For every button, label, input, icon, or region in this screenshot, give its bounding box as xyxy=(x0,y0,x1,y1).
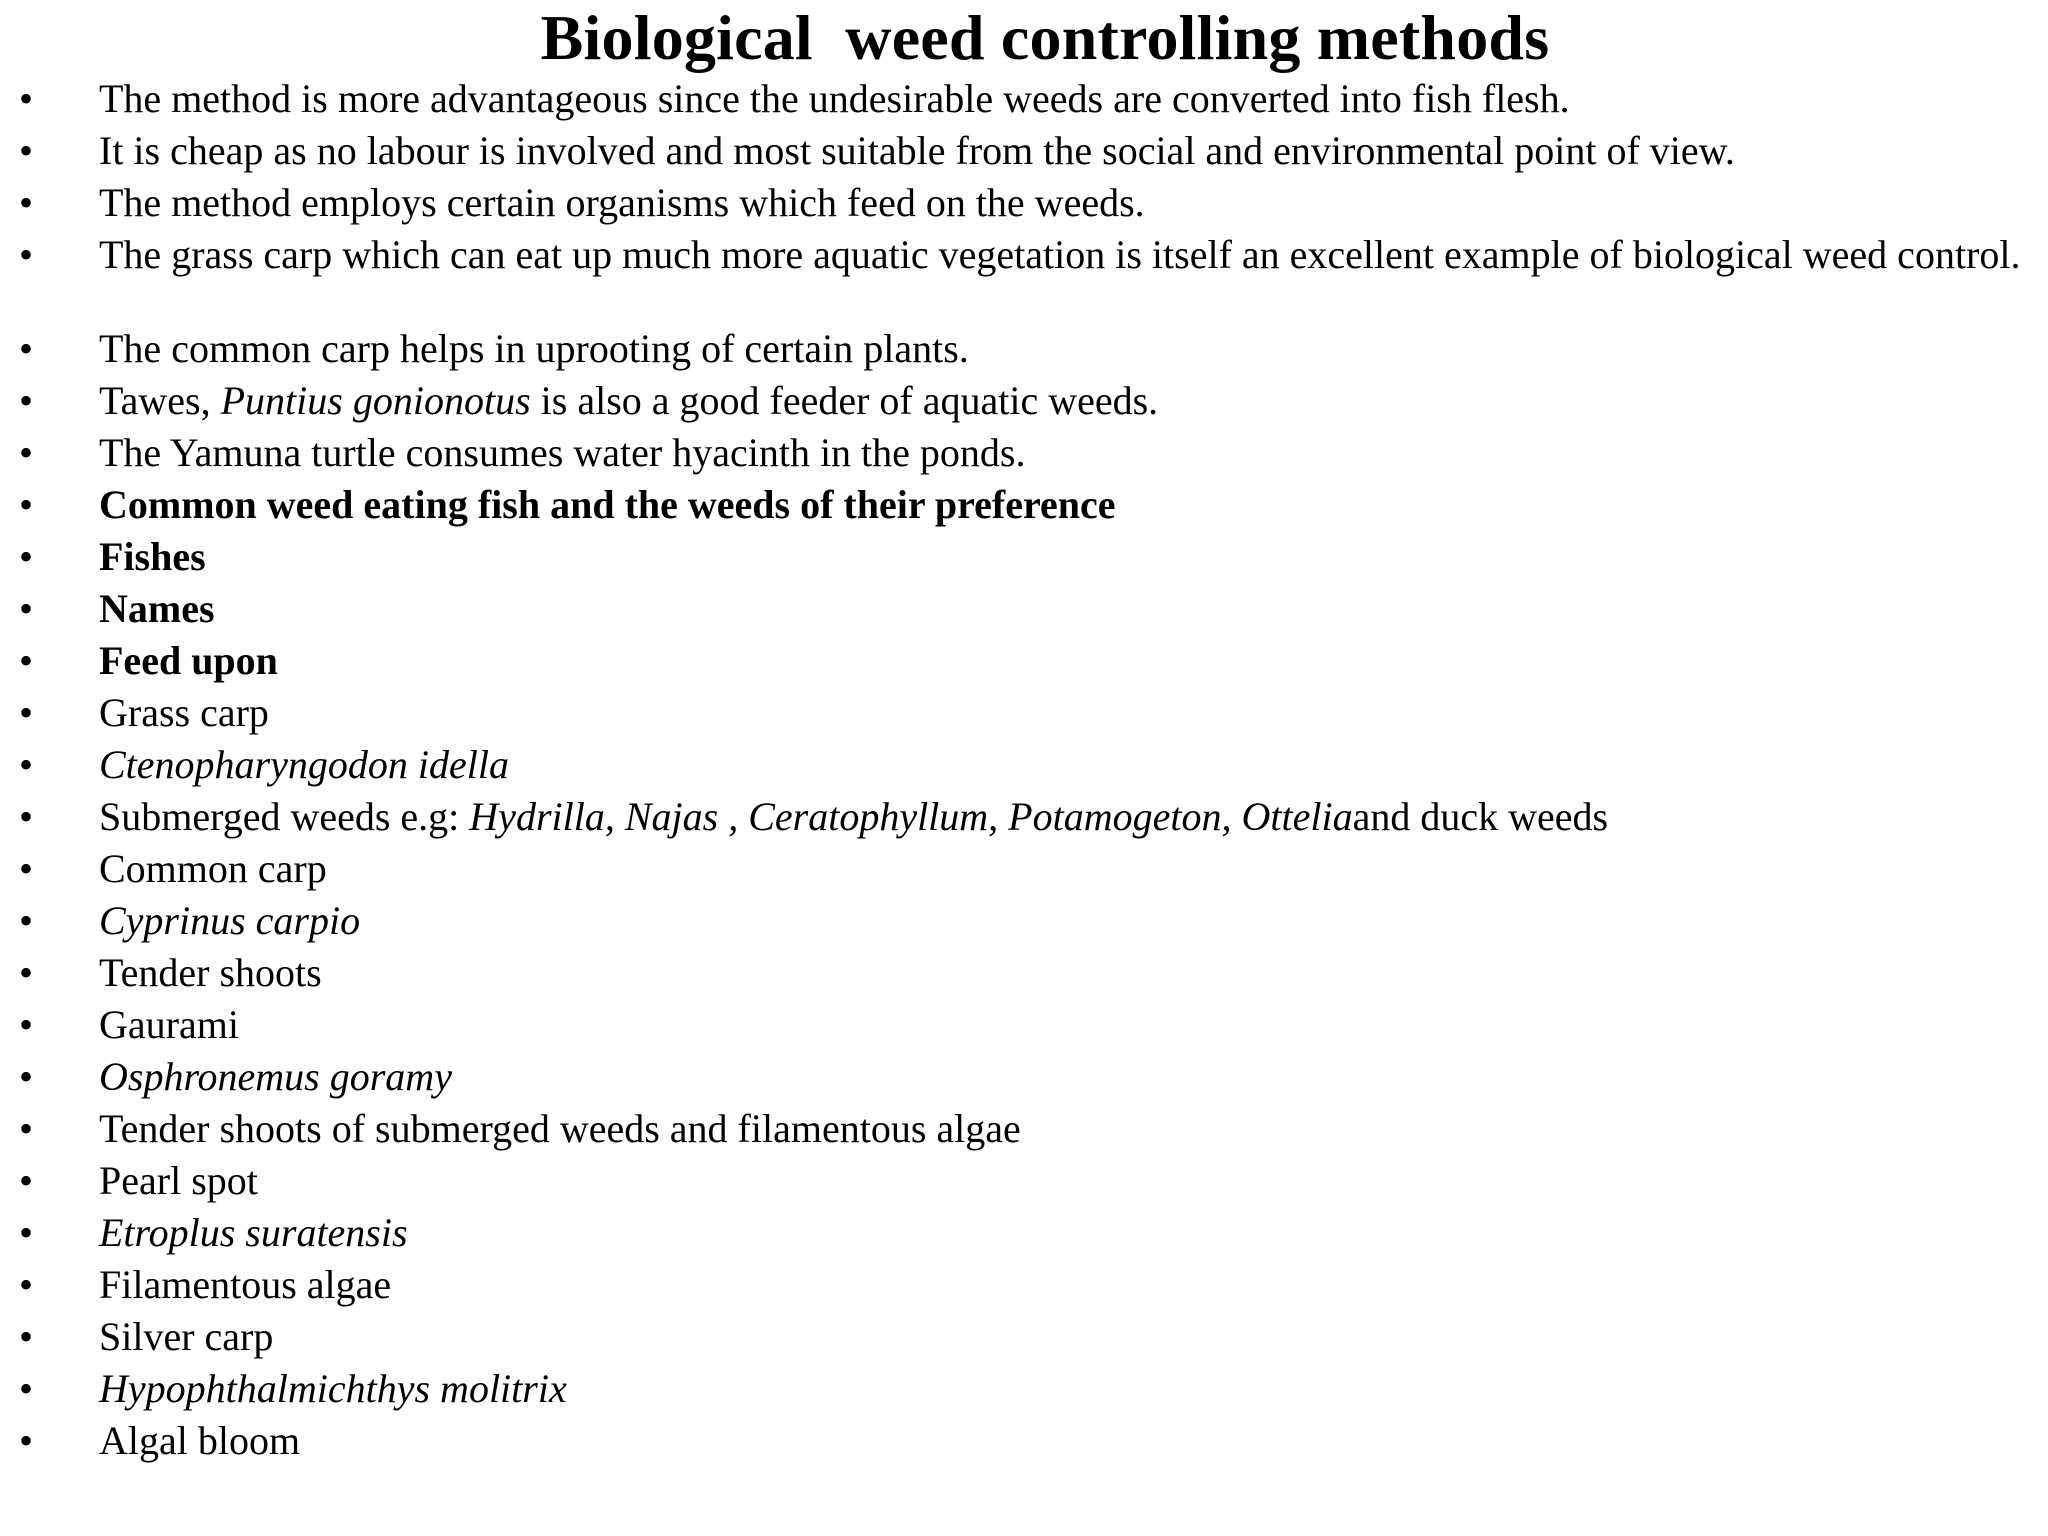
bullet-text xyxy=(99,128,1735,173)
bullet-item xyxy=(0,744,2048,796)
bullet-text xyxy=(99,742,509,787)
bullet-text xyxy=(99,1366,567,1411)
bullet-item xyxy=(0,1264,2048,1316)
plain-text: Silver carp xyxy=(99,1314,274,1359)
bullet-dot-icon: • xyxy=(19,950,34,995)
bullet-text xyxy=(99,1106,1021,1151)
plain-text: Tawes, xyxy=(99,378,221,423)
bullet-item xyxy=(0,848,2048,900)
bullet-item xyxy=(0,588,2048,640)
bullet-text xyxy=(99,1210,408,1255)
italic-text: Cyprinus carpio xyxy=(99,898,361,943)
plain-text: Grass carp xyxy=(99,690,269,735)
bullet-text xyxy=(99,326,969,371)
bullet-text xyxy=(99,586,215,631)
bullet-dot-icon: • xyxy=(19,1314,34,1359)
italic-text: Hypophthalmichthys molitrix xyxy=(99,1366,567,1411)
bullet-text xyxy=(99,232,2020,277)
plain-text: The Yamuna turtle consumes water hyacinth in the ponds. xyxy=(99,430,1026,475)
bullet-dot-icon: • xyxy=(19,1262,34,1307)
slide-title: Biological weed controlling methods xyxy=(540,2,1550,73)
plain-text: Pearl spot xyxy=(99,1158,258,1203)
bullet-text xyxy=(99,430,1025,475)
bullet-item xyxy=(0,1108,2048,1160)
plain-text: The method is more advantageous since the undesirable weeds are converted into fish flesh. xyxy=(99,76,1570,121)
bullet-text xyxy=(99,1158,258,1203)
bullet-item xyxy=(0,1056,2048,1108)
bullet-text xyxy=(99,482,1116,527)
bullet-dot-icon: • xyxy=(19,76,34,121)
bullet-text xyxy=(99,1002,239,1047)
bullet-text xyxy=(99,534,206,579)
bullet-dot-icon: • xyxy=(19,742,34,787)
bold-text: Feed upon xyxy=(99,638,278,683)
bullet-item xyxy=(0,952,2048,1004)
bullet-dot-icon: • xyxy=(19,482,34,527)
plain-text: Filamentous algae xyxy=(99,1262,392,1307)
bullet-item xyxy=(0,130,2048,182)
italic-text: Osphronemus goramy xyxy=(99,1054,452,1099)
bullet-dot-icon: • xyxy=(19,846,34,891)
bullet-dot-icon: • xyxy=(19,898,34,943)
bullet-item xyxy=(0,1368,2048,1420)
bullet-dot-icon: • xyxy=(19,232,34,277)
bullet-item xyxy=(0,1212,2048,1264)
plain-text: Tender shoots of submerged weeds and filamentous algae xyxy=(99,1106,1021,1151)
italic-text: Hydrilla, Najas , Ceratophyllum, Potamogeton, Ottelia xyxy=(469,794,1353,839)
plain-text: Gaurami xyxy=(99,1002,239,1047)
bullet-dot-icon: • xyxy=(19,180,34,225)
bullet-item xyxy=(0,536,2048,588)
bullet-item xyxy=(0,1316,2048,1368)
bullet-dot-icon: • xyxy=(19,586,34,631)
bold-text: Names xyxy=(99,586,215,631)
bullet-item xyxy=(0,796,2048,848)
plain-text: The method employs certain organisms which feed on the weeds. xyxy=(99,180,1145,225)
plain-text: Tender shoots xyxy=(99,950,322,995)
bullet-item xyxy=(0,328,2048,380)
plain-text: The common carp helps in uprooting of certain plants. xyxy=(99,326,969,371)
bullet-dot-icon: • xyxy=(19,534,34,579)
bullet-dot-icon: • xyxy=(19,638,34,683)
bold-text: Common weed eating fish and the weeds of their preference xyxy=(99,482,1116,527)
bullet-item xyxy=(0,900,2048,952)
italic-text: Puntius gonionotus xyxy=(220,378,531,423)
bullet-dot-icon: • xyxy=(19,1106,34,1151)
bullet-item xyxy=(0,692,2048,744)
bullet-item xyxy=(0,432,2048,484)
bullet-dot-icon: • xyxy=(19,690,34,735)
bullet-text xyxy=(99,1418,300,1463)
bullet-item xyxy=(0,380,2048,432)
bullet-text xyxy=(99,1314,273,1359)
bullet-item xyxy=(0,182,2048,234)
bullet-text xyxy=(99,950,322,995)
bullet-dot-icon: • xyxy=(19,794,34,839)
bullet-text xyxy=(99,378,1158,423)
bullet-dot-icon: • xyxy=(19,1418,34,1463)
bullet-dot-icon: • xyxy=(19,1002,34,1047)
plain-text: and duck weeds xyxy=(1352,794,1609,839)
bullet-dot-icon: • xyxy=(19,1054,34,1099)
bullet-item xyxy=(0,1004,2048,1056)
bullet-text xyxy=(99,846,327,891)
italic-text: Etroplus suratensis xyxy=(99,1210,408,1255)
bullet-dot-icon: • xyxy=(19,1158,34,1203)
bullet-text xyxy=(99,638,278,683)
bullet-text xyxy=(99,76,1570,121)
bullet-text xyxy=(99,898,360,943)
bullet-dot-icon: • xyxy=(19,1366,34,1411)
bullet-dot-icon: • xyxy=(19,128,34,173)
bullet-text xyxy=(99,1054,452,1099)
plain-text: Submerged weeds e.g: xyxy=(99,794,470,839)
bullet-item xyxy=(0,234,2048,328)
bullet-dot-icon: • xyxy=(19,378,34,423)
bullet-dot-icon: • xyxy=(19,430,34,475)
bullet-text xyxy=(99,690,269,735)
bullet-text xyxy=(99,180,1145,225)
bullet-text xyxy=(99,1262,391,1307)
bullet-text xyxy=(99,794,1608,839)
bullet-item xyxy=(0,640,2048,692)
bullet-item xyxy=(0,78,2048,130)
bullet-item xyxy=(0,484,2048,536)
plain-text: is also a good feeder of aquatic weeds. xyxy=(530,378,1159,423)
bullet-item xyxy=(0,1420,2048,1472)
plain-text: It is cheap as no labour is involved and most suitable from the social and environmental point of view. xyxy=(99,128,1735,173)
plain-text: The grass carp which can eat up much more aquatic vegetation is itself an excellent example of biological weed control. xyxy=(99,232,2021,277)
plain-text: Common carp xyxy=(99,846,327,891)
bullet-dot-icon: • xyxy=(19,326,34,371)
plain-text: Algal bloom xyxy=(99,1418,301,1463)
bullet-item xyxy=(0,1160,2048,1212)
italic-text: Ctenopharyngodon idella xyxy=(99,742,509,787)
bold-text: Fishes xyxy=(99,534,206,579)
bullet-list xyxy=(0,78,2048,1472)
bullet-dot-icon: • xyxy=(19,1210,34,1255)
